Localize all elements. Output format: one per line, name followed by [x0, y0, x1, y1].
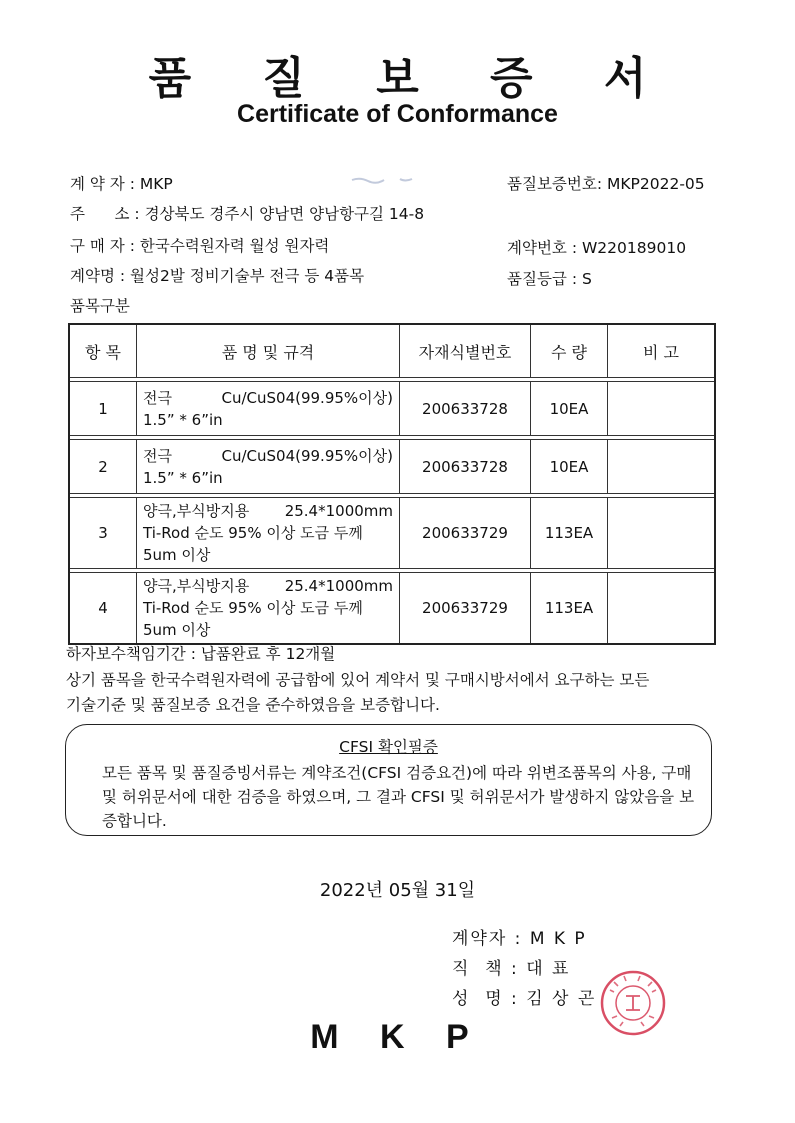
contractor-label: 계 약 자 :: [70, 175, 135, 193]
contract-no-line: [507, 236, 686, 258]
item-table: [68, 323, 716, 645]
table-row: [69, 498, 715, 569]
statement-line-1: 상기 품목을 한국수력원자력에 공급함에 있어 계약서 및 구매시방서에서 요구하는 모든: [66, 671, 650, 689]
item-name: 양극,부식방지용: [143, 502, 250, 520]
grade-line: [507, 267, 592, 289]
contract-name-line: [70, 264, 364, 286]
statement-line-2: 기술기준 및 품질보증 요건을 준수하였음을 보증합니다.: [66, 696, 440, 714]
signature-position-label: 직 책 :: [452, 959, 519, 979]
signature-contractor-value: M K P: [529, 929, 587, 949]
item-spec: 25.4*1000mm: [284, 577, 393, 595]
address-label: 주 소 :: [70, 205, 140, 223]
document-title-english: Certificate of Conformance: [237, 100, 558, 128]
row-material-id: 200633729: [400, 498, 531, 569]
signature-position-value: 대 표: [526, 959, 571, 979]
item-spec-line3: 5um 이상: [143, 621, 211, 639]
item-name: 전극: [143, 446, 172, 465]
buyer-label: 구 매 자 :: [70, 237, 135, 255]
row-material-id: 200633728: [400, 382, 531, 436]
row-remarks: [608, 573, 716, 645]
document-title-korean: 품 질 보 증 서: [148, 53, 675, 104]
grade-value: S: [581, 270, 592, 288]
signature-name-label: 성 명 :: [452, 989, 519, 1009]
row-quantity: 113EA: [531, 498, 608, 569]
address-line: [70, 202, 424, 224]
col-header-remarks: 비 고: [608, 324, 716, 378]
buyer-value: 한국수력원자력 월성 원자력: [139, 237, 330, 255]
issue-date: 2022년 05월 31일: [319, 880, 476, 901]
contract-no-value: W220189010: [581, 239, 687, 257]
col-header-quantity: 수 량: [531, 324, 608, 378]
col-header-material-id: 자재식별번호: [400, 324, 531, 378]
contract-name-label: 계약명 :: [70, 267, 126, 285]
row-remarks: [608, 440, 716, 494]
cfsi-title: CFSI 확인필증: [339, 738, 438, 756]
row-material-id: 200633728: [400, 440, 531, 494]
table-row: [69, 573, 715, 645]
item-spec-line2: 1.5” * 6”in: [143, 410, 223, 429]
signature-name-value: 김 상 곤: [526, 989, 597, 1009]
item-name: 양극,부식방지용: [143, 577, 250, 595]
cert-no-value: MKP2022-05: [607, 175, 705, 193]
signature-position: [452, 954, 570, 979]
item-spec: 25.4*1000mm: [284, 502, 393, 520]
row-no: 4: [69, 573, 137, 645]
signature-name: [452, 984, 596, 1009]
item-spec: Cu/CuS04(99.95%이상): [221, 446, 393, 465]
buyer-line: [70, 234, 329, 256]
cert-no-label: 품질보증번호:: [507, 175, 603, 193]
row-name-spec: [137, 440, 400, 494]
row-no: 3: [69, 498, 137, 569]
cfsi-confirmation-box: [65, 724, 712, 836]
row-no: 2: [69, 440, 137, 494]
company-footer: M K P: [310, 1018, 485, 1056]
item-spec-line2: Ti-Rod 순도 95% 이상 도금 두께: [143, 599, 363, 617]
cfsi-body: 모든 품목 및 품질증빙서류는 계약조건(CFSI 검증요건)에 따라 위변조품목의 사용, 구매 및 허위문서에 대한 검증을 하였으며, 그 결과 CFSI 및 허위문서가 발생하지 않았음을 보증합니다.: [102, 764, 695, 830]
redaction-smudge: [350, 176, 420, 184]
row-name-spec: [137, 498, 400, 569]
item-spec-line2: 1.5” * 6”in: [143, 468, 223, 487]
row-remarks: [608, 382, 716, 436]
signature-contractor: [452, 924, 587, 949]
table-header-row: [69, 324, 715, 378]
row-quantity: 10EA: [531, 382, 608, 436]
contract-no-label: 계약번호 :: [507, 239, 578, 257]
row-material-id: 200633729: [400, 573, 531, 645]
section-label: 품목구분: [70, 297, 130, 315]
col-header-item-no: 항 목: [69, 324, 137, 378]
row-quantity: 113EA: [531, 573, 608, 645]
grade-label: 품질등급 :: [507, 270, 578, 288]
warranty-period: 하자보수책임기간 : 납품완료 후 12개월: [66, 645, 336, 663]
table-row: [69, 440, 715, 494]
row-name-spec: [137, 382, 400, 436]
item-name: 전극: [143, 388, 172, 407]
row-name-spec: [137, 573, 400, 645]
contractor-value: MKP: [139, 175, 173, 193]
contract-name-value: 월성2발 정비기술부 전극 등 4품목: [130, 267, 365, 285]
contractor-line: [70, 172, 173, 194]
item-spec-line3: 5um 이상: [143, 546, 211, 564]
cert-no-line: [507, 172, 705, 194]
address-value: 경상북도 경주시 양남면 양남항구길 14-8: [144, 205, 425, 223]
col-header-name-spec: 품 명 및 규격: [137, 324, 400, 378]
row-quantity: 10EA: [531, 440, 608, 494]
signature-contractor-label: 계약자 :: [452, 929, 523, 949]
row-no: 1: [69, 382, 137, 436]
item-spec-line2: Ti-Rod 순도 95% 이상 도금 두께: [143, 524, 363, 542]
row-remarks: [608, 498, 716, 569]
item-spec: Cu/CuS04(99.95%이상): [221, 388, 393, 407]
table-row: [69, 382, 715, 436]
